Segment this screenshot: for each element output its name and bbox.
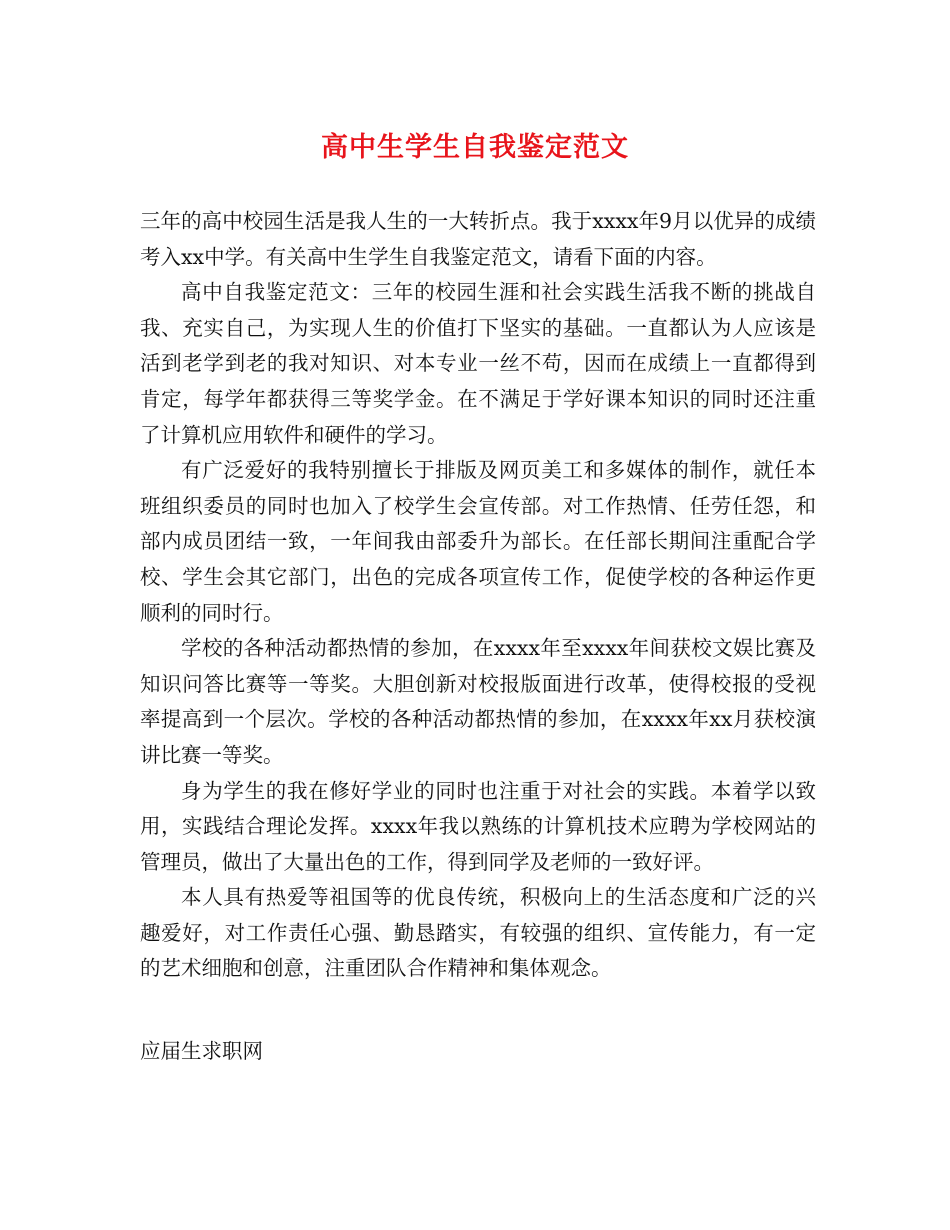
paragraph-intro: 三年的高中校园生活是我人生的一大转折点。我于xxxx年9月以优异的成绩考入xx中学。有关高中生学生自我鉴定范文，请看下面的内容。: [140, 209, 816, 269]
document-body: [140, 204, 816, 987]
document-footer: 应届生求职网: [140, 1039, 263, 1063]
document-title: 高中生学生自我鉴定范文: [321, 132, 629, 163]
paragraph-practice: 身为学生的我在修好学业的同时也注重于对社会的实践。本着学以致用，实践结合理论发挥。xxxx年我以熟练的计算机技术应聘为学校网站的管理员，做出了大量出色的工作，得到同学及老师的一致好评。: [140, 778, 816, 874]
paragraph-hobbies: 有广泛爱好的我特别擅长于排版及网页美工和多媒体的制作，就任本班组织委员的同时也加入了校学生会宣传部。对工作热情、任劳任怨，和部内成员团结一致，一年间我由部委升为部长。在任部长期间注重配合学校、学生会其它部门，出色的完成各项宣传工作，促使学校的各种运作更顺利的同时行。: [140, 458, 816, 625]
paragraph-summary: 本人具有热爱等祖国等的优良传统，积极向上的生活态度和广泛的兴趣爱好，对工作责任心强、勤恳踏实，有较强的组织、宣传能力，有一定的艺术细胞和创意，注重团队合作精神和集体观念。: [140, 885, 816, 981]
paragraph-activities: 学校的各种活动都热情的参加，在xxxx年至xxxx年间获校文娱比赛及知识问答比赛等一等奖。大胆创新对校报版面进行改革，使得校报的受视率提高到一个层次。学校的各种活动都热情的参加，在xxxx年xx月获校演讲比赛一等奖。: [140, 636, 816, 767]
paragraph-self-assessment: 高中自我鉴定范文：三年的校园生涯和社会实践生活我不断的挑战自我、充实自己，为实现人生的价值打下坚实的基础。一直都认为人应该是活到老学到老的我对知识、对本专业一丝不苟，因而在成绩上一直都得到肯定，每学年都获得三等奖学金。在不满足于学好课本知识的同时还注重了计算机应用软件和硬件的学习。: [140, 280, 816, 447]
